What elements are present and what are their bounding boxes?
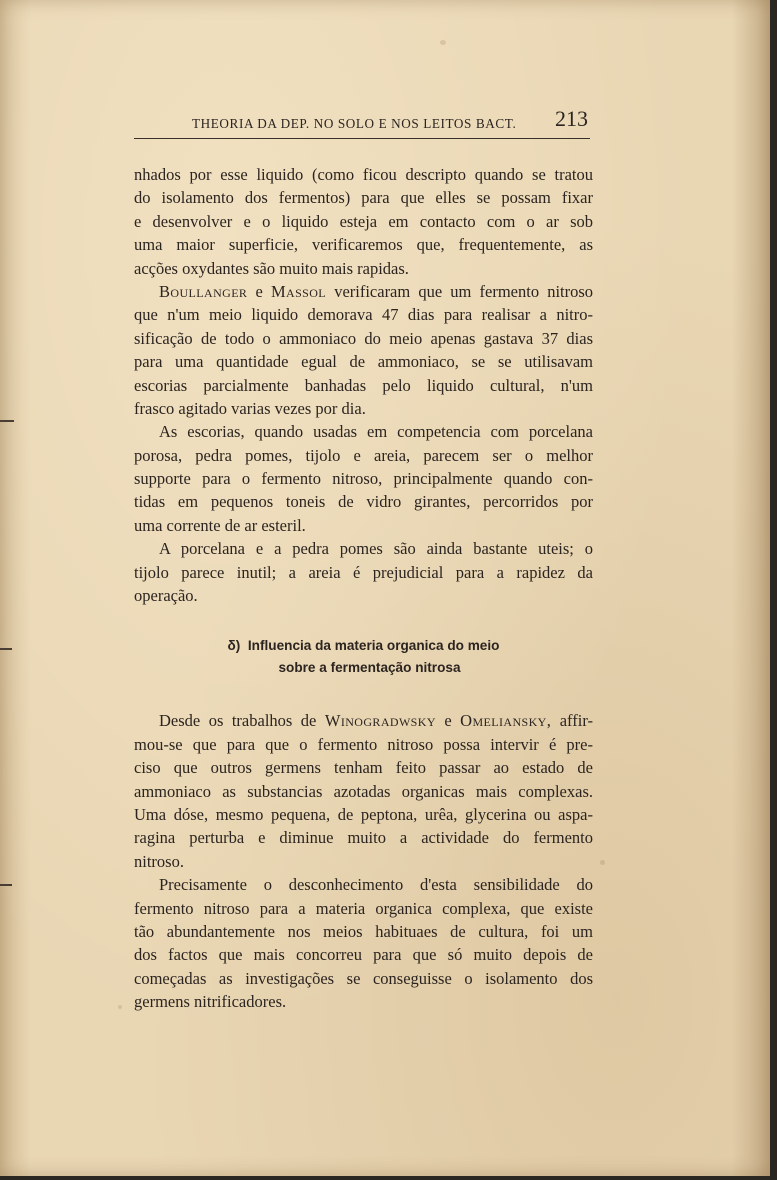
paper-spot (440, 40, 446, 45)
text-line: escorias parcialmente banhadas pelo liquido cultural, n'um (134, 375, 593, 395)
text-line: supporte para o fermento nitroso, principalmente quando con- (134, 469, 593, 489)
text-line: tijolo parece inutil; a areia é prejudicial para a rapidez da (134, 562, 593, 582)
text-line: para uma quantidade egual de ammoniaco, se se utilisavam (134, 352, 593, 372)
conjunction: e (444, 711, 452, 731)
text-fragment: affir- (559, 711, 593, 731)
running-title: THEORIA DA DEP. NO SOLO E NOS LEITOS BACT. (192, 116, 517, 131)
section-heading-line: sobre a fermentação nitrosa (278, 660, 461, 676)
running-head (134, 106, 590, 139)
text-line: operação. (134, 586, 198, 606)
text-line: uma corrente de ar esteril. (134, 515, 306, 535)
text-line: uma maior superficie, verificaremos que, frequentemente, as (134, 235, 593, 255)
text-line: frasco agitado varias vezes por dia. (134, 398, 366, 418)
text-line: que n'um meio liquido demorava 47 dias para realisar a nitro- (134, 305, 593, 325)
text-line: nhados por esse liquido (como ficou descripto quando se tratou (134, 165, 593, 184)
paragraph-4 (134, 537, 593, 607)
text-line: começadas as investigações se conseguisse o isolamento dos (134, 968, 593, 988)
text-line: ragina perturba e diminue muito a actividade do fermento (134, 828, 593, 848)
section-heading (134, 635, 593, 679)
paragraph-5 (134, 709, 593, 873)
edge-mark (0, 884, 12, 886)
paragraph-3 (134, 420, 593, 537)
author-name: Boullanger (159, 281, 248, 301)
text-line: germens nitrificadores. (134, 992, 287, 1012)
section-marker: δ) (227, 638, 241, 654)
text-line: porosa, pedra pomes, tijolo e areia, parecem ser o melhor (134, 445, 593, 465)
text-line: A porcelana e a pedra pomes são ainda bastante uteis; o (159, 539, 593, 559)
text-line: nitroso. (134, 851, 184, 871)
paper-spot (118, 1005, 122, 1009)
author-name: Omeliansky, (460, 711, 552, 731)
text-fragment: verificaram que um fermento nitroso (334, 281, 594, 301)
text-line: ammoniaco as substancias azotadas organicas mais complexas. (134, 781, 593, 801)
paragraph-1 (134, 163, 593, 280)
text-line: Precisamente o desconhecimento d'esta sensibilidade do (159, 875, 593, 895)
text-line: mou-se que para que o fermento nitroso possa intervir é pre- (134, 734, 593, 754)
text-line: As escorias, quando usadas em competencia com porcelana (159, 422, 593, 442)
text-line: do isolamento dos fermentos) para que elles se possam fixar (134, 188, 593, 208)
paragraph-2 (134, 280, 593, 420)
text-line: sificação de todo o ammoniaco do meio apenas gastava 37 dias (134, 328, 593, 348)
text-line: tão abundantemente nos meios habituaes de cultura, foi um (134, 921, 593, 941)
text-line: e desenvolver e o liquido esteja em contacto com o ar sob (134, 211, 593, 231)
text-line: fermento nitroso para a materia organica complexa, que existe (134, 898, 593, 918)
edge-mark (0, 648, 12, 650)
paragraph-6 (134, 873, 593, 1013)
author-name: Massol (270, 281, 327, 301)
section-heading-line (134, 635, 593, 657)
page-number: 213 (555, 106, 588, 131)
section-title-part: Influencia da materia organica do meio (247, 638, 500, 654)
edge-mark (0, 420, 14, 422)
text-line: tidas em pequenos toneis de vidro girantes, percorridos por (134, 492, 593, 512)
text-fragment: Desde os trabalhos de (159, 711, 317, 731)
text-line (134, 709, 593, 732)
text-line: ciso que outros germens tenham feito passar ao estado de (134, 758, 593, 778)
author-name: Winogradwsky (324, 711, 436, 731)
text-line: acções oxydantes são muito mais rapidas. (134, 258, 409, 278)
text-line: dos factos que mais concorreu para que só muito depois de (134, 945, 593, 965)
body-text (134, 163, 593, 1014)
text-line: Uma dóse, mesmo pequena, de peptona, urêa, glycerina ou aspa- (134, 804, 593, 824)
paper-spot (600, 860, 605, 865)
text-line (134, 280, 593, 303)
conjunction: e (255, 281, 263, 301)
